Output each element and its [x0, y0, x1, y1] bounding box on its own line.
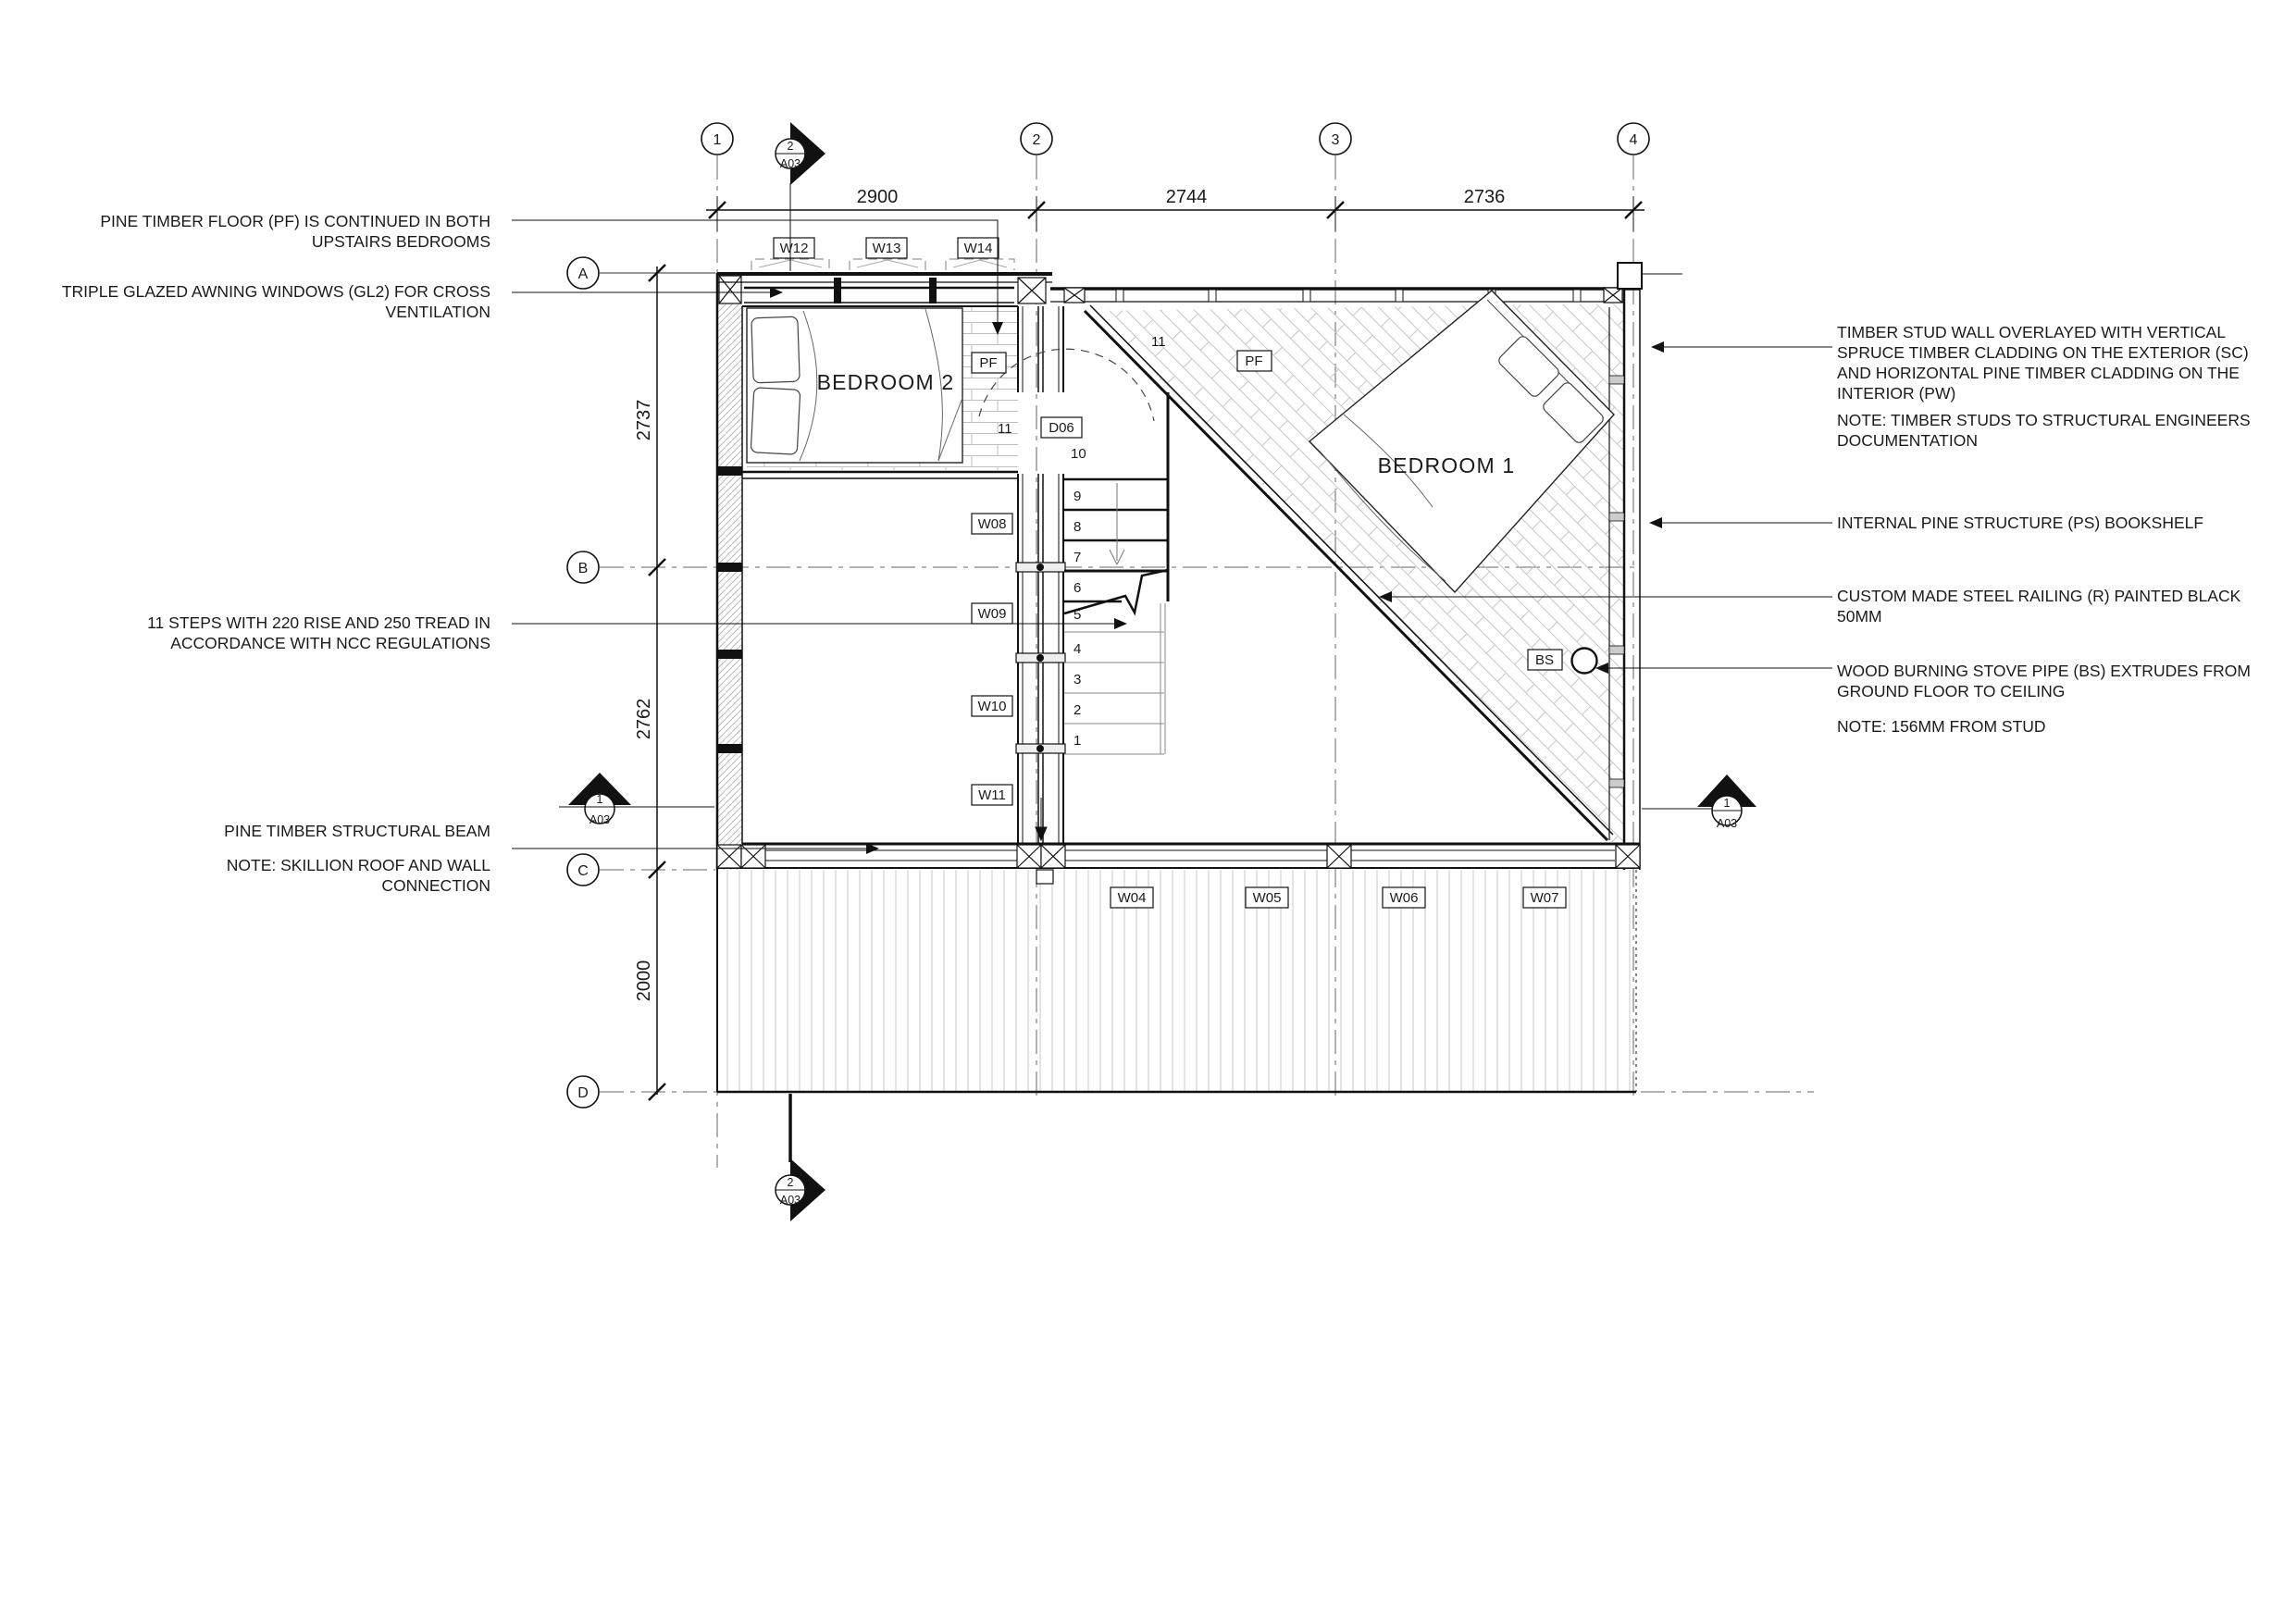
- annotation-railing-line1: CUSTOM MADE STEEL RAILING (R) PAINTED BLACK: [1837, 587, 2241, 605]
- pf-tag-bedroom1-text: PF: [1245, 353, 1263, 369]
- dim-top-2: 2744: [1165, 187, 1208, 207]
- annotation-stove-line2: GROUND FLOOR TO CEILING: [1837, 682, 2066, 700]
- top-dimension-string: [706, 187, 1644, 231]
- west-wall: [717, 273, 742, 870]
- north-stud-wall: [1050, 263, 1682, 303]
- pf-tag-bedroom1: [1237, 351, 1272, 371]
- window-tag: W04: [1117, 890, 1147, 906]
- annotation-stud-distance-note: NOTE: 156MM FROM STUD: [1837, 717, 2046, 736]
- window-tag: W06: [1389, 890, 1419, 906]
- annotation-stud-wall-line2: SPRUCE TIMBER CLADDING ON THE EXTERIOR (SC): [1837, 343, 2249, 362]
- awning-chevrons: [759, 260, 1007, 267]
- dim-top-3: 2736: [1463, 187, 1506, 207]
- annotation-awning-line2: VENTILATION: [385, 303, 490, 321]
- dim-left-1: 2737: [634, 399, 654, 441]
- grid-bubble-b: B: [577, 561, 589, 576]
- step-number: 4: [1074, 641, 1082, 657]
- grid-bubble-4: 4: [1629, 132, 1638, 148]
- stair-wall-blocking: [1016, 563, 1065, 753]
- pillow: [751, 388, 800, 455]
- left-dimension-string: [634, 265, 665, 1100]
- step-number: 6: [1074, 580, 1082, 596]
- dim-left-3: 2000: [634, 960, 654, 1002]
- annotation-stud-wall-line4: INTERIOR (PW): [1837, 384, 1956, 403]
- step-number: 5: [1074, 607, 1082, 623]
- bs-tag-text: BS: [1534, 652, 1555, 668]
- section-bottom-num: 2: [787, 1176, 794, 1189]
- annotation-steps-line1: 11 STEPS WITH 220 RISE AND 250 TREAD IN: [147, 613, 490, 632]
- grid-bubble-1: 1: [713, 132, 722, 148]
- step-number-top: 11: [998, 421, 1012, 437]
- section-right-sheet: A03: [1716, 817, 1738, 830]
- annotation-bookshelf: INTERNAL PINE STRUCTURE (PS) BOOKSHELF: [1837, 514, 2204, 532]
- north-window-wall: [717, 259, 1052, 306]
- pf-tag-bedroom2: [972, 353, 1006, 373]
- stair-count-label: 11: [1151, 334, 1166, 350]
- door-tag-text: D06: [1049, 420, 1074, 436]
- annotation-stove-line1: WOOD BURNING STOVE PIPE (BS) EXTRUDES FROM: [1837, 662, 2251, 680]
- section-right-num: 1: [1723, 797, 1731, 810]
- section-top-num: 2: [787, 140, 794, 153]
- annotation-awning-line1: TRIPLE GLAZED AWNING WINDOWS (GL2) FOR CROSS: [61, 282, 490, 301]
- window-tag: W13: [872, 241, 901, 256]
- annotation-studs-note-line2: DOCUMENTATION: [1837, 431, 1978, 450]
- annotation-beam-line1: PINE TIMBER STRUCTURAL BEAM: [224, 822, 490, 840]
- grid-bubble-3: 3: [1331, 132, 1340, 148]
- interior-stair-wall: [1018, 306, 1063, 844]
- annotation-studs-note-line1: NOTE: TIMBER STUDS TO STRUCTURAL ENGINEERS: [1837, 411, 2251, 429]
- bedroom2-label: BEDROOM 2: [816, 370, 955, 394]
- step-number: 3: [1074, 672, 1082, 688]
- annotation-pf-floor-line2: UPSTAIRS BEDROOMS: [311, 232, 490, 251]
- section-marker-right: [1642, 774, 1756, 830]
- step-number: 2: [1074, 702, 1082, 718]
- section-left-num: 1: [596, 793, 603, 806]
- window-tag: W12: [779, 241, 809, 256]
- door-tag: [1041, 417, 1082, 438]
- window-tag: W09: [977, 606, 1007, 622]
- annotations-right: [1837, 323, 2251, 736]
- dim-top-1: 2900: [856, 187, 899, 207]
- lower-roof-striped-area: [717, 870, 1636, 1092]
- step-number: 8: [1074, 519, 1082, 535]
- grid-bubble-c: C: [577, 863, 589, 879]
- window-tag: W11: [978, 787, 1006, 803]
- bedroom1-label: BEDROOM 1: [1377, 453, 1516, 477]
- dim-left-2: 2762: [634, 698, 654, 740]
- pillow: [751, 316, 800, 383]
- annotation-stud-wall-line1: TIMBER STUD WALL OVERLAYED WITH VERTICAL: [1837, 323, 2227, 341]
- corner-post-protrusion: [1618, 263, 1642, 289]
- annotations-left: [62, 212, 490, 895]
- annotation-railing-line2: 50MM: [1837, 607, 1882, 626]
- step-number: 9: [1074, 489, 1082, 504]
- window-tag: W10: [977, 699, 1007, 714]
- stair-direction-arrow: [1110, 483, 1124, 564]
- step-number: 1: [1074, 733, 1082, 749]
- bedroom2-wall-below: [742, 472, 1018, 478]
- annotation-pf-floor-line1: PINE TIMBER FLOOR (PF) IS CONTINUED IN BOTH: [100, 212, 490, 230]
- step-number: 7: [1074, 550, 1082, 565]
- window-tag: W14: [963, 241, 993, 256]
- section-left-sheet: A03: [589, 813, 611, 826]
- step-number-landing: 10: [1071, 446, 1086, 462]
- pf-tag-bedroom2-text: PF: [979, 355, 998, 371]
- section-marker-left: [559, 773, 714, 826]
- bedroom2-plank-floor: [962, 306, 1018, 465]
- window-tag: W07: [1530, 890, 1559, 906]
- stove-pipe-circle: [1572, 649, 1597, 674]
- grid-bubble-a: A: [577, 266, 589, 282]
- section-marker-bottom: [776, 1094, 825, 1221]
- annotation-stud-wall-line3: AND HORIZONTAL PINE TIMBER CLADDING ON THE: [1837, 364, 2240, 382]
- annotation-steps-line2: ACCORDANCE WITH NCC REGULATIONS: [170, 634, 490, 652]
- stair-wall-window-tags: [972, 514, 1012, 805]
- top-window-tags: [774, 238, 999, 258]
- annotation-skillion-line1: NOTE: SKILLION ROOF AND WALL: [226, 856, 490, 874]
- annotation-skillion-line2: CONNECTION: [381, 876, 490, 895]
- grid-bubble-2: 2: [1032, 132, 1041, 148]
- window-tag: W05: [1252, 890, 1282, 906]
- grid-bubble-d: D: [577, 1085, 589, 1101]
- section-top-sheet: A03: [779, 157, 801, 170]
- window-tag: W08: [977, 516, 1007, 532]
- section-bottom-sheet: A03: [779, 1194, 801, 1207]
- stove-pipe: [1528, 649, 1597, 674]
